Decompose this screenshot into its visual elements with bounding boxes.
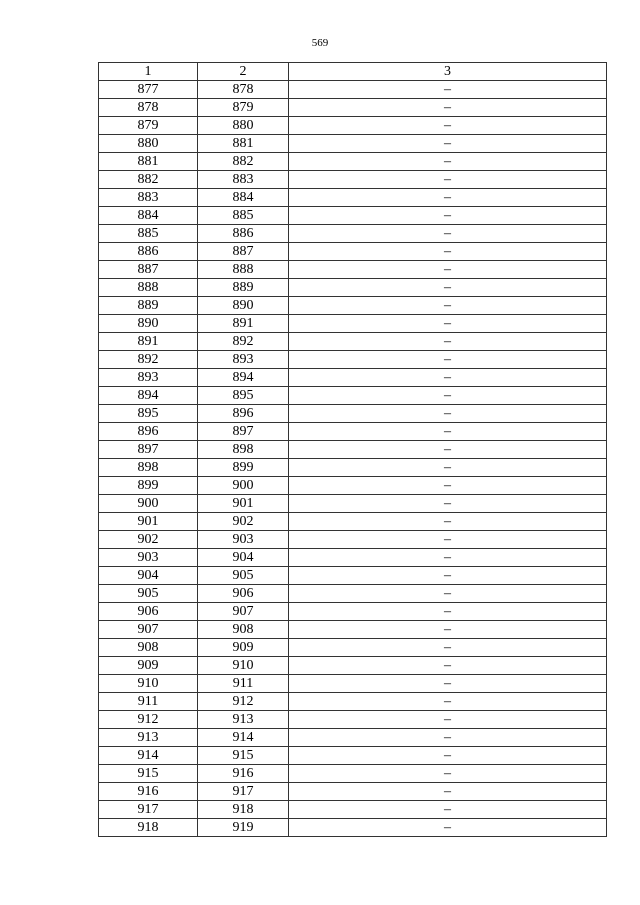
table-cell-col-2: 887 xyxy=(198,243,289,261)
table-cell-col-3: – xyxy=(289,225,607,243)
page-number: 569 xyxy=(311,37,329,49)
table-cell-col-3: – xyxy=(289,423,607,441)
table-cell-col-2: 894 xyxy=(198,369,289,387)
table-cell-col-1: 887 xyxy=(99,261,198,279)
table-row xyxy=(99,81,607,99)
table-cell-col-1: 898 xyxy=(99,459,198,477)
table-cell-col-3: – xyxy=(289,189,607,207)
table-cell-col-2: 882 xyxy=(198,153,289,171)
table-cell-col-2: 883 xyxy=(198,171,289,189)
table-cell-col-3: – xyxy=(289,279,607,297)
column-header-1: 1 xyxy=(99,63,198,81)
table-cell-col-1: 912 xyxy=(99,711,198,729)
table-cell-col-3: – xyxy=(289,801,607,819)
table-cell-col-1: 899 xyxy=(99,477,198,495)
table-cell-col-1: 890 xyxy=(99,315,198,333)
table-cell-col-1: 915 xyxy=(99,765,198,783)
table-cell-col-3: – xyxy=(289,747,607,765)
table-cell-col-2: 889 xyxy=(198,279,289,297)
table-cell-col-2: 915 xyxy=(198,747,289,765)
table-row xyxy=(99,729,607,747)
table-cell-col-2: 909 xyxy=(198,639,289,657)
table-cell-col-1: 910 xyxy=(99,675,198,693)
table-row xyxy=(99,117,607,135)
table-row xyxy=(99,297,607,315)
table-cell-col-1: 883 xyxy=(99,189,198,207)
table-cell-col-3: – xyxy=(289,513,607,531)
table-row xyxy=(99,513,607,531)
table-row xyxy=(99,657,607,675)
table-cell-col-3: – xyxy=(289,243,607,261)
table-cell-col-1: 885 xyxy=(99,225,198,243)
table-cell-col-2: 888 xyxy=(198,261,289,279)
table-cell-col-1: 894 xyxy=(99,387,198,405)
table-cell-col-2: 912 xyxy=(198,693,289,711)
data-table xyxy=(98,62,607,837)
table-cell-col-3: – xyxy=(289,711,607,729)
table-cell-col-1: 884 xyxy=(99,207,198,225)
table-cell-col-3: – xyxy=(289,819,607,837)
table-cell-col-2: 878 xyxy=(198,81,289,99)
table-cell-col-1: 908 xyxy=(99,639,198,657)
table-row xyxy=(99,405,607,423)
table-cell-col-3: – xyxy=(289,693,607,711)
table-cell-col-2: 891 xyxy=(198,315,289,333)
table-body xyxy=(99,81,607,837)
table-cell-col-3: – xyxy=(289,495,607,513)
table-cell-col-2: 919 xyxy=(198,819,289,837)
table-cell-col-1: 886 xyxy=(99,243,198,261)
table-row xyxy=(99,567,607,585)
table-cell-col-2: 904 xyxy=(198,549,289,567)
table-cell-col-1: 878 xyxy=(99,99,198,117)
table-cell-col-3: – xyxy=(289,585,607,603)
table-cell-col-3: – xyxy=(289,261,607,279)
table-cell-col-1: 881 xyxy=(99,153,198,171)
table-row xyxy=(99,135,607,153)
table-cell-col-2: 918 xyxy=(198,801,289,819)
table-row xyxy=(99,99,607,117)
table-cell-col-3: – xyxy=(289,459,607,477)
table-cell-col-1: 889 xyxy=(99,297,198,315)
table-cell-col-3: – xyxy=(289,783,607,801)
table-cell-col-1: 896 xyxy=(99,423,198,441)
table-cell-col-1: 882 xyxy=(99,171,198,189)
table-cell-col-1: 918 xyxy=(99,819,198,837)
table-cell-col-3: – xyxy=(289,603,607,621)
table-cell-col-1: 916 xyxy=(99,783,198,801)
table-cell-col-2: 906 xyxy=(198,585,289,603)
table-cell-col-1: 904 xyxy=(99,567,198,585)
table-cell-col-2: 881 xyxy=(198,135,289,153)
table-row xyxy=(99,225,607,243)
table-row xyxy=(99,243,607,261)
table-cell-col-3: – xyxy=(289,387,607,405)
table-row xyxy=(99,801,607,819)
table-cell-col-3: – xyxy=(289,657,607,675)
table-cell-col-1: 917 xyxy=(99,801,198,819)
table-cell-col-2: 897 xyxy=(198,423,289,441)
table-cell-col-3: – xyxy=(289,531,607,549)
table-cell-col-3: – xyxy=(289,315,607,333)
table-cell-col-1: 909 xyxy=(99,657,198,675)
table-row xyxy=(99,423,607,441)
table-cell-col-1: 897 xyxy=(99,441,198,459)
table-cell-col-2: 879 xyxy=(198,99,289,117)
table-cell-col-3: – xyxy=(289,297,607,315)
table-cell-col-3: – xyxy=(289,441,607,459)
table-row xyxy=(99,549,607,567)
table-cell-col-3: – xyxy=(289,729,607,747)
table-cell-col-2: 884 xyxy=(198,189,289,207)
table-cell-col-3: – xyxy=(289,117,607,135)
table-cell-col-1: 901 xyxy=(99,513,198,531)
table-cell-col-2: 910 xyxy=(198,657,289,675)
table-row xyxy=(99,531,607,549)
table-row xyxy=(99,639,607,657)
table-row xyxy=(99,477,607,495)
table-row xyxy=(99,387,607,405)
table-row xyxy=(99,207,607,225)
table-row xyxy=(99,333,607,351)
table-cell-col-3: – xyxy=(289,477,607,495)
table-cell-col-1: 913 xyxy=(99,729,198,747)
table-cell-col-3: – xyxy=(289,99,607,117)
table-row xyxy=(99,189,607,207)
column-header-3: 3 xyxy=(289,63,607,81)
table-row xyxy=(99,585,607,603)
table-row xyxy=(99,261,607,279)
table-cell-col-2: 917 xyxy=(198,783,289,801)
table-cell-col-3: – xyxy=(289,567,607,585)
table-cell-col-2: 885 xyxy=(198,207,289,225)
table-cell-col-2: 896 xyxy=(198,405,289,423)
table-cell-col-1: 900 xyxy=(99,495,198,513)
table-row xyxy=(99,765,607,783)
table-cell-col-1: 906 xyxy=(99,603,198,621)
table-cell-col-2: 892 xyxy=(198,333,289,351)
table-row xyxy=(99,171,607,189)
table-row xyxy=(99,459,607,477)
table-cell-col-2: 901 xyxy=(198,495,289,513)
table-row xyxy=(99,315,607,333)
column-header-2: 2 xyxy=(198,63,289,81)
table-cell-col-3: – xyxy=(289,621,607,639)
table-cell-col-3: – xyxy=(289,171,607,189)
table-cell-col-2: 898 xyxy=(198,441,289,459)
table-row xyxy=(99,819,607,837)
table-cell-col-3: – xyxy=(289,765,607,783)
table-cell-col-2: 880 xyxy=(198,117,289,135)
table-row xyxy=(99,783,607,801)
table-cell-col-1: 914 xyxy=(99,747,198,765)
table-cell-col-3: – xyxy=(289,333,607,351)
table-cell-col-2: 907 xyxy=(198,603,289,621)
table-row xyxy=(99,369,607,387)
table-row xyxy=(99,603,607,621)
table-cell-col-1: 903 xyxy=(99,549,198,567)
table-cell-col-3: – xyxy=(289,135,607,153)
table-cell-col-2: 886 xyxy=(198,225,289,243)
table-cell-col-2: 916 xyxy=(198,765,289,783)
table-row xyxy=(99,711,607,729)
table-cell-col-1: 907 xyxy=(99,621,198,639)
table-row xyxy=(99,351,607,369)
table-cell-col-1: 905 xyxy=(99,585,198,603)
table-cell-col-3: – xyxy=(289,369,607,387)
table-cell-col-2: 902 xyxy=(198,513,289,531)
table-cell-col-2: 895 xyxy=(198,387,289,405)
table-cell-col-2: 890 xyxy=(198,297,289,315)
table-cell-col-3: – xyxy=(289,405,607,423)
table-cell-col-1: 879 xyxy=(99,117,198,135)
table-cell-col-3: – xyxy=(289,675,607,693)
table-cell-col-2: 914 xyxy=(198,729,289,747)
table-row xyxy=(99,279,607,297)
table-cell-col-1: 888 xyxy=(99,279,198,297)
table-cell-col-3: – xyxy=(289,153,607,171)
table-cell-col-2: 893 xyxy=(198,351,289,369)
table-cell-col-2: 899 xyxy=(198,459,289,477)
table-cell-col-1: 880 xyxy=(99,135,198,153)
table-cell-col-1: 895 xyxy=(99,405,198,423)
table-cell-col-3: – xyxy=(289,549,607,567)
table-row xyxy=(99,153,607,171)
table-header xyxy=(99,63,607,81)
table-cell-col-3: – xyxy=(289,351,607,369)
table-row xyxy=(99,441,607,459)
table-row xyxy=(99,495,607,513)
table-cell-col-1: 911 xyxy=(99,693,198,711)
table-cell-col-3: – xyxy=(289,81,607,99)
table-cell-col-1: 892 xyxy=(99,351,198,369)
table-cell-col-2: 900 xyxy=(198,477,289,495)
table-row xyxy=(99,747,607,765)
table-row xyxy=(99,693,607,711)
table-cell-col-1: 893 xyxy=(99,369,198,387)
table-cell-col-3: – xyxy=(289,207,607,225)
header-row xyxy=(99,63,607,81)
table-cell-col-1: 891 xyxy=(99,333,198,351)
table-cell-col-3: – xyxy=(289,639,607,657)
table-row xyxy=(99,675,607,693)
table-cell-col-2: 908 xyxy=(198,621,289,639)
table-cell-col-1: 877 xyxy=(99,81,198,99)
table-cell-col-2: 911 xyxy=(198,675,289,693)
table-row xyxy=(99,621,607,639)
table-cell-col-2: 913 xyxy=(198,711,289,729)
table-cell-col-2: 905 xyxy=(198,567,289,585)
table-cell-col-1: 902 xyxy=(99,531,198,549)
table-cell-col-2: 903 xyxy=(198,531,289,549)
